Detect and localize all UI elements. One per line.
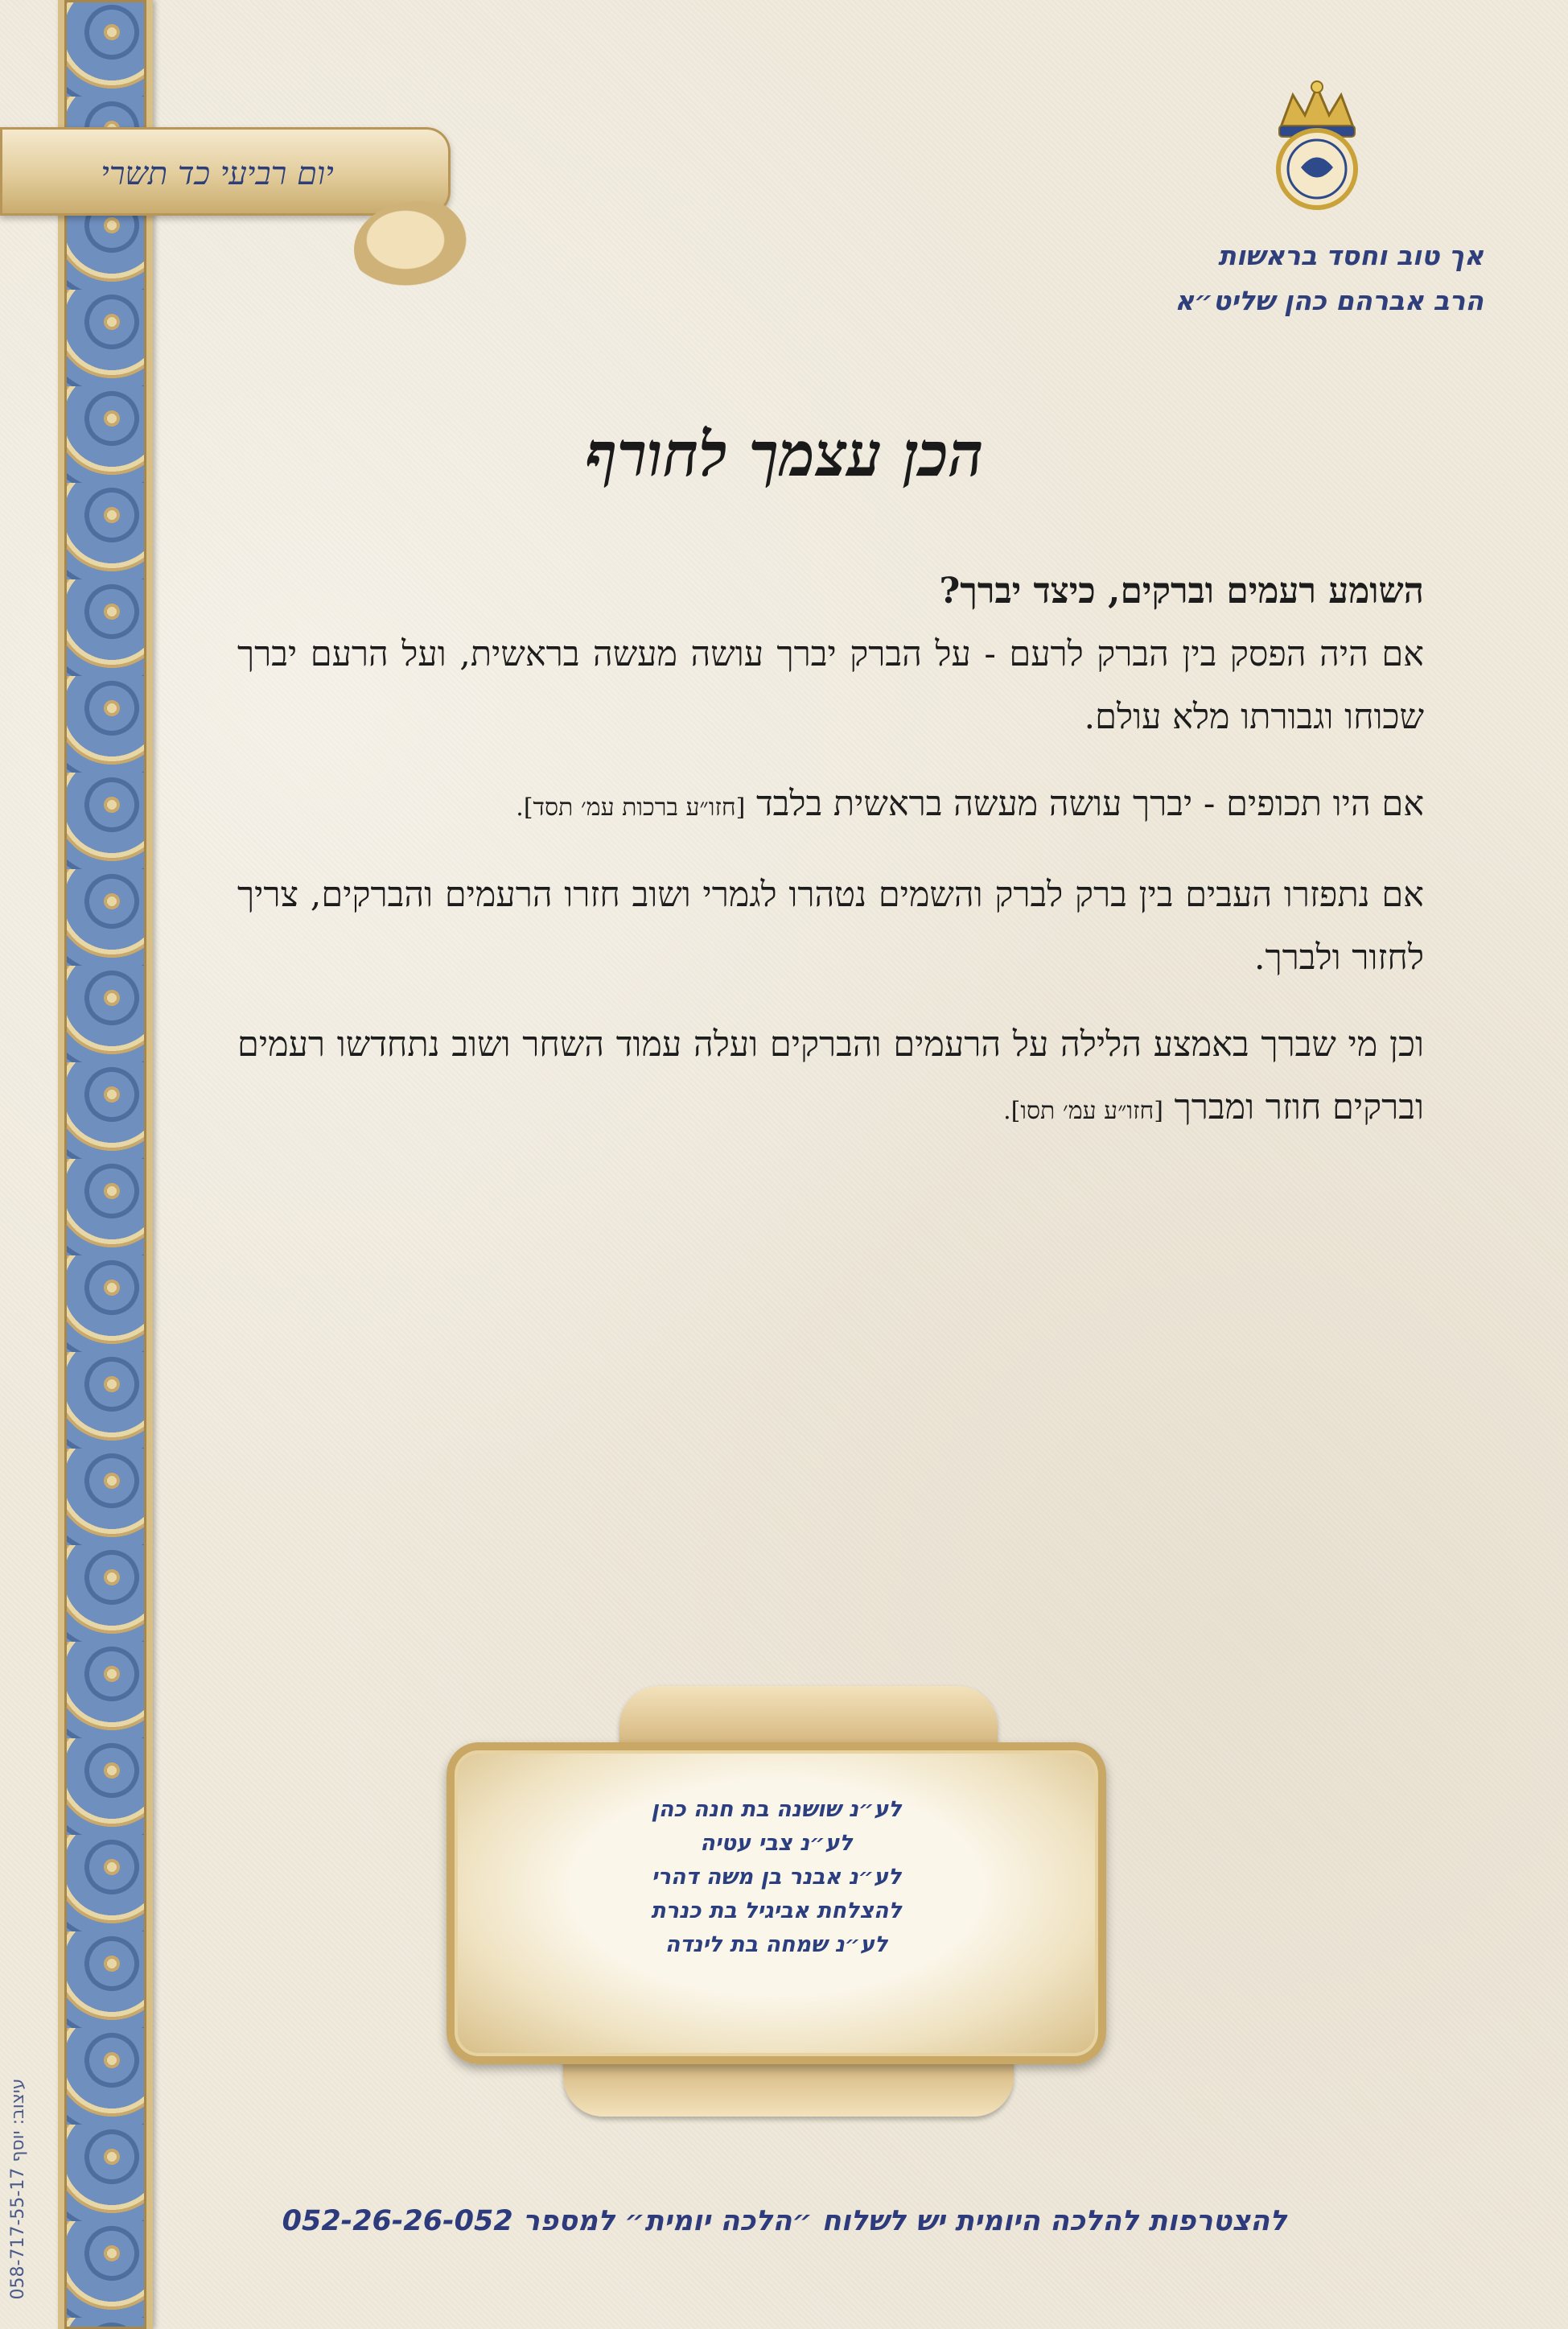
dedication-list [495, 1793, 1058, 1962]
source-citation: [חזו״ע ברכות עמ׳ תסד]. [516, 794, 746, 822]
date-text: יום רביעי כד תשרי [101, 155, 334, 192]
source-citation: [חזו״ע עמ׳ תסו]. [1003, 1097, 1163, 1125]
decorative-border [58, 0, 153, 2329]
banner-scroll-curl [354, 201, 483, 298]
organization-credit [1065, 233, 1484, 324]
designer-credit: עיצוב: יוסף 058-717-55-17 [8, 2078, 28, 2300]
dedication-line: לע״נ אבנר בן משה דהרי [651, 1865, 902, 1890]
paragraph-4 [237, 1013, 1424, 1143]
paragraph-2 [237, 773, 1424, 839]
dedication-line: לע״נ שושנה בת חנה כהן [651, 1797, 902, 1822]
organization-line-1: אך טוב וחסד בראשות [1218, 240, 1484, 271]
paragraph-text: אם נתפזרו העבים בין ברק לברק והשמים נטהרו לגמרי ושוב חזרו הרעמים והברקים, צריך לחזור ולברך. [237, 875, 1424, 978]
dedication-line: להצלחת אביגיל בת כנרת [651, 1898, 902, 1923]
crown-logo-icon [1265, 79, 1369, 216]
question-heading: השומע רעמים וברקים, כיצד יברך? [939, 571, 1424, 612]
paragraph-3 [237, 864, 1424, 989]
dedication-line: לע״נ שמחה בת לינדה [665, 1932, 888, 1957]
organization-line-2: הרב אברהם כהן שליט״א [1175, 285, 1484, 316]
paragraph-text: אם היה הפסק בין הברק לרעם - על הברק יברך עושה מעשה בראשית, ועל הרעם יברך שכוחו וגבורתו מלא עולם. [237, 634, 1424, 737]
halacha-content [237, 563, 1424, 1167]
paragraph-text: וכן מי שברך באמצע הלילה על הרעמים והברקים ועלה עמוד השחר ושוב נתחדשו רעמים וברקים חוזר ומברך [237, 1024, 1424, 1127]
paragraph-text: אם היו תכופים - יברך עושה מעשה בראשית בלבד [756, 784, 1424, 824]
paragraph-1 [237, 623, 1424, 748]
dedication-line: לע״נ צבי עטיה [700, 1831, 853, 1856]
subscribe-line: להצטרפות להלכה היומית יש לשלוח ״הלכה יומית״ למספר 052-26-26-052 [282, 2205, 1287, 2237]
page-title: הכן עצמך לחורף [585, 418, 984, 490]
